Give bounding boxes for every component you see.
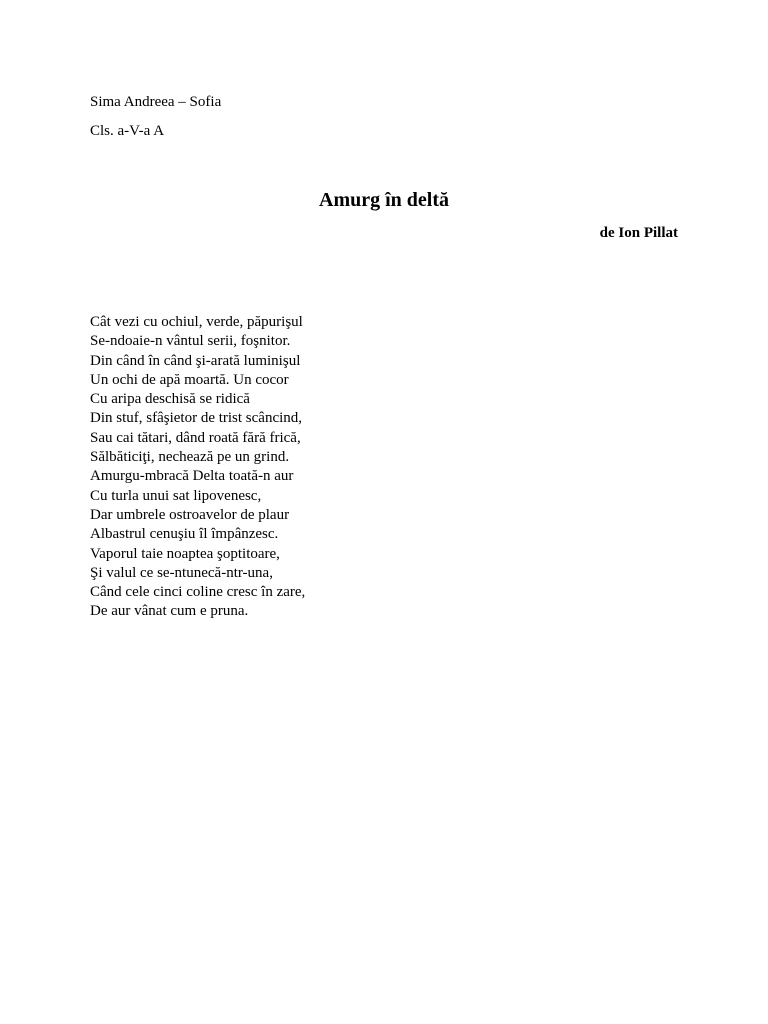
- poem-title: Amurg în deltă: [319, 189, 449, 211]
- poem-line: Dar umbrele ostroavelor de plaur: [90, 506, 290, 523]
- poem-line: Amurgu-mbracă Delta toată-n aur: [90, 468, 294, 485]
- student-name: Sima Andreea – Sofia: [90, 94, 222, 110]
- poem-line: Sălbăticiţi, nechează pe un grind.: [90, 449, 290, 466]
- poem-line: Din stuf, sfâşietor de trist scâncind,: [90, 410, 303, 427]
- poem-line: De aur vânat cum e pruna.: [90, 603, 249, 620]
- poem-line: Albastrul cenuşiu îl împânzesc.: [90, 526, 279, 543]
- poem-line: Cu aripa deschisă se ridică: [90, 391, 250, 408]
- poem-line: Se-ndoaie-n vântul serii, foşnitor.: [90, 333, 291, 350]
- poem-byline: de Ion Pillat: [599, 225, 678, 241]
- poem-line: Cât vezi cu ochiul, verde, păpurişul: [90, 314, 303, 330]
- poem-line: Şi valul ce se-ntunecă-ntr-una,: [90, 564, 273, 581]
- class-label: Cls. a-V-a A: [90, 123, 165, 139]
- poem-line: Când cele cinci coline cresc în zare,: [90, 584, 306, 601]
- poem-body: [90, 313, 305, 622]
- poem-line: Cu turla unui sat lipovenesc,: [90, 487, 262, 504]
- poem-line: Sau cai tătari, dând roată fără frică,: [90, 429, 301, 446]
- poem-line: Vaporul taie noaptea şoptitoare,: [90, 545, 280, 562]
- poem-line: Din când în când şi-arată luminişul: [90, 352, 301, 369]
- poem-line: Un ochi de apă moartă. Un cocor: [90, 371, 289, 388]
